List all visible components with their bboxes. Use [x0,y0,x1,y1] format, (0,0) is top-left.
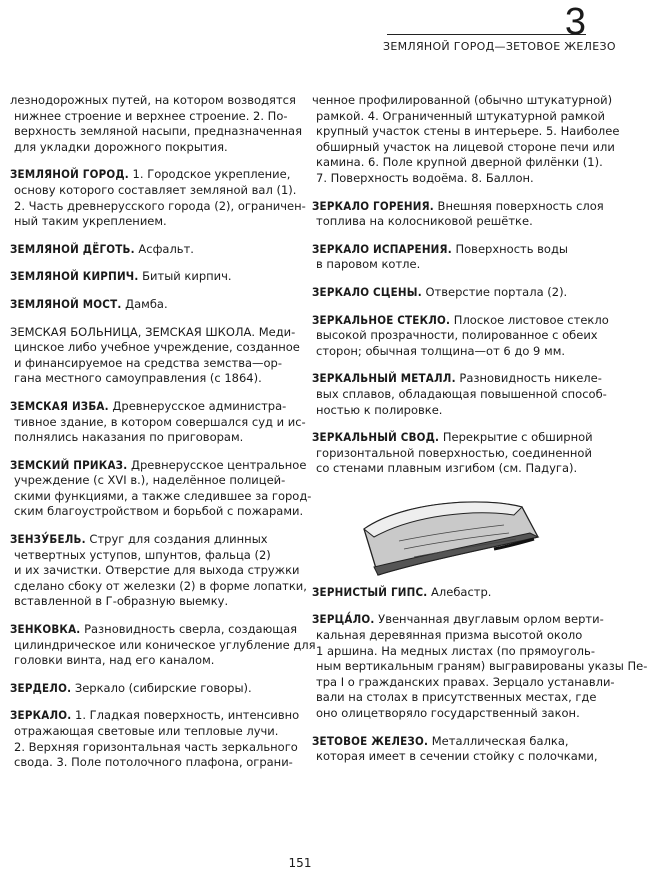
entry-line: ЗЕМЛЯНОЙ КИРПИЧ. Битый кирпич. [10,269,232,284]
entry-line: топлива на колосниковой решётке. [316,214,533,229]
entry-line: вых сплавов, обладающая повышенной способ- [316,386,607,401]
dictionary-entry [312,93,620,187]
entry-line: оно олицетворяло государственный закон. [316,706,580,721]
entry-line: цинское либо учебное учреждение, созданное [14,340,300,355]
entry-line: вставленной в Г-образную выемку. [14,594,229,609]
entry-line: тра I о гражданских правах. Зерцало устанавли- [316,674,615,689]
dictionary-entry [10,297,292,313]
entry-line: ЗЕРЦА́ЛО. Увенчанная двуглавым орлом верти- [312,612,604,627]
entry-line: которая имеет в сечении стойку с полочками, [316,749,598,764]
headword: ЗЕНЗУ́БЕЛЬ. [10,532,86,547]
entry-line: ЗЕМСКАЯ БОЛЬНИЦА, ЗЕМСКАЯ ШКОЛА. Меди- [10,324,296,339]
dictionary-entry [10,167,306,229]
headword: ЗЕРКАЛЬНЫЙ СВОД. [312,430,440,445]
dictionary-entry [312,198,604,230]
entry-line: ЗЕТОВОЕ ЖЕЛЕЗО. Металлическая балка, [312,733,569,748]
dictionary-entry [312,585,598,601]
entry-line: 2. Часть древнерусского города (2), ограничен- [14,198,306,213]
entry-line: ЗЕРКАЛЬНОЕ СТЕКЛО. Плоское листовое стекло [312,312,609,327]
dictionary-entry [10,457,312,520]
headword: ЗЕРНИСТЫЙ ГИПС. [312,584,428,599]
headword: ЗЕРДЕЛО. [10,680,72,695]
dictionary-entry [10,708,300,770]
entry-line: 1 аршина. На медных листах (по прямоуголь- [316,643,595,658]
dictionary-entry [10,398,306,446]
entry-line: обширный участок на лицевой стороне печи или [316,139,615,154]
dictionary-entry [10,681,292,697]
entry-line: ЗЕМСКИЙ ПРИКАЗ. Древнерусское центральное [10,457,307,472]
entry-line: ским благоустройством и борьбой с пожарами. [14,504,304,519]
entry-line: ЗЕРКАЛО. 1. Гладкая поверхность, интенсивно [10,708,300,723]
entry-line: полнялись наказания по приговорам. [14,430,244,445]
entry-line: горизонтальной поверхностью, соединенной [316,445,592,460]
entry-line: ным вертикальным граням) выгравированы указы Пе- [316,659,647,674]
dictionary-entry [10,242,292,258]
entry-line: свода. 3. Поле потолочного плафона, ограни- [14,755,293,770]
entry-line: сделано сбоку от железки (2) в форме лопатки, [14,578,307,593]
entry-line: в паровом котле. [316,257,421,272]
dictionary-entry [312,371,607,418]
entry-line: ЗЕНЗУ́БЕЛЬ. Струг для создания длинных [10,532,268,547]
dictionary-entry [10,532,307,610]
entry-line: ченное профилированной (обычно штукатурной) [312,93,613,107]
entry-line: ЗЕМЛЯНОЙ МОСТ. Дамба. [10,296,168,311]
dictionary-entry [312,612,647,721]
entry-line: головки винта, над его каналом. [14,653,215,668]
header-rule [387,34,586,35]
entry-line: скими функциями, а также следившее за город- [14,488,312,503]
entry-line: ЗЕМЛЯНОЙ ДЁГОТЬ. Асфальт. [10,241,194,256]
entry-line: и их зачистки. Отверстие для выхода стружки [14,563,300,578]
entry-line: нижнее строение и верхнее строение. 2. По- [14,108,288,123]
entry-line: верхность земляной насыпи, предназначенная [14,124,303,139]
headword: ЗЕМСКИЙ ПРИКАЗ. [10,457,128,472]
dictionary-entry [312,312,609,360]
headword: ЗЕМЛЯНОЙ ГОРОД. [10,167,129,182]
headword: ЗЕМСКАЯ ИЗБА. [10,398,109,413]
entry-line: кальная деревянная призма высотой около [316,628,583,643]
headword: ЗЕМЛЯНОЙ МОСТ. [10,296,122,311]
dictionary-entry [10,324,300,387]
entry-line: ЗЕРДЕЛО. Зеркало (сибирские говоры). [10,680,252,695]
page-number: 151 [288,856,312,870]
entry-line: для укладки дорожного покрытия. [14,139,228,154]
dictionary-entry [312,734,598,765]
entry-line: камина. 6. Поле крупной дверной филёнки (1). [316,155,603,170]
headword: ЗЕРЦА́ЛО. [312,612,375,627]
entry-line: крупный участок стены в интерьере. 5. Наиболее [316,124,620,139]
dictionary-entry [10,269,292,285]
entry-line: ЗЕРКАЛО ГОРЕНИЯ. Внешняя поверхность слоя [312,198,604,213]
entry-line: ностью к полировке. [316,402,443,417]
entry-line: ЗЕМСКАЯ ИЗБА. Древнерусское администра- [10,398,287,413]
entry-line: и финансируемое на средства земства—ор- [14,355,283,370]
headword: ЗЕМЛЯНОЙ КИРПИЧ. [10,269,139,284]
entry-line: цилиндрическое или коническое углубление для [14,637,316,652]
entry-line: высокой прозрачности, полированное с обеих [316,328,598,343]
headword: ЗЕРКАЛО. [10,708,72,723]
entry-line: ЗЕРНИСТЫЙ ГИПС. Алебастр. [312,584,492,599]
headword: ЗЕРКАЛЬНОЕ СТЕКЛО. [312,312,451,327]
dictionary-entry [312,285,598,301]
entry-line: ЗЕРКАЛЬНЫЙ СВОД. Перекрытие с обширной [312,430,593,445]
entry-line: сторон; обычная толщина—от 6 до 9 мм. [316,343,566,358]
entry-line: 2. Верхняя горизонтальная часть зеркального [14,739,298,754]
entry-line: учреждение (с XVI в.), наделённое полицей- [14,473,286,488]
left-column [10,93,316,783]
vault-illustration [344,489,544,579]
entry-line: со стенами плавным изгибом (см. Падуга). [316,461,578,476]
entry-line: 7. Поверхность водоёма. 8. Баллон. [316,170,534,185]
running-title: ЗЕМЛЯНОЙ ГОРОД—ЗЕТОВОЕ ЖЕЛЕЗО [383,40,616,53]
entry-line: отражающая световые или тепловые лучи. [14,724,279,738]
dictionary-entry [10,622,316,669]
headword: ЗЕРКАЛО ИСПАРЕНИЯ. [312,241,452,256]
headword: ЗЕРКАЛО СЦЕНЫ. [312,284,422,299]
right-column [312,93,647,777]
entry-line: четвертных уступов, шпунтов, фальца (2) [14,547,271,562]
entry-line: ЗЕРКАЛЬНЫЙ МЕТАЛЛ. Разновидность никеле- [312,371,602,386]
entry-line: тивное здание, в котором совершался суд и ис- [14,414,306,429]
headword: ЗЕМЛЯНОЙ ДЁГОТЬ. [10,241,135,256]
headword: ЗЕНКОВКА. [10,622,81,637]
dictionary-entry [312,430,598,477]
headword: ЗЕТОВОЕ ЖЕЛЕЗО. [312,733,429,748]
headword: ЗЕРКАЛЬНЫЙ МЕТАЛЛ. [312,371,456,386]
entry-line: основу которого составляет земляной вал (1). [14,182,297,197]
entry-line: вали на столах в присутственных местах, где [316,690,597,705]
headword: ЗЕРКАЛО ГОРЕНИЯ. [312,198,434,213]
entry-line: лезнодорожных путей, на котором возводятся [10,93,296,107]
entry-line: ЗЕНКОВКА. Разновидность сверла, создающая [10,622,298,637]
entry-line: ЗЕРКАЛО ИСПАРЕНИЯ. Поверхность воды [312,241,568,256]
entry-line: ЗЕМЛЯНОЙ ГОРОД. 1. Городское укрепление, [10,167,291,182]
entry-line: гана местного самоуправления (с 1864). [14,371,262,386]
dictionary-entry [312,242,598,273]
chapter-number: 3 [564,1,586,43]
entry-line: ЗЕРКАЛО СЦЕНЫ. Отверстие портала (2). [312,284,568,299]
entry-line: рамкой. 4. Ограниченный штукатурной рамкой [316,108,605,123]
dictionary-entry [10,93,303,155]
entry-line: ный таким укреплением. [14,214,167,229]
